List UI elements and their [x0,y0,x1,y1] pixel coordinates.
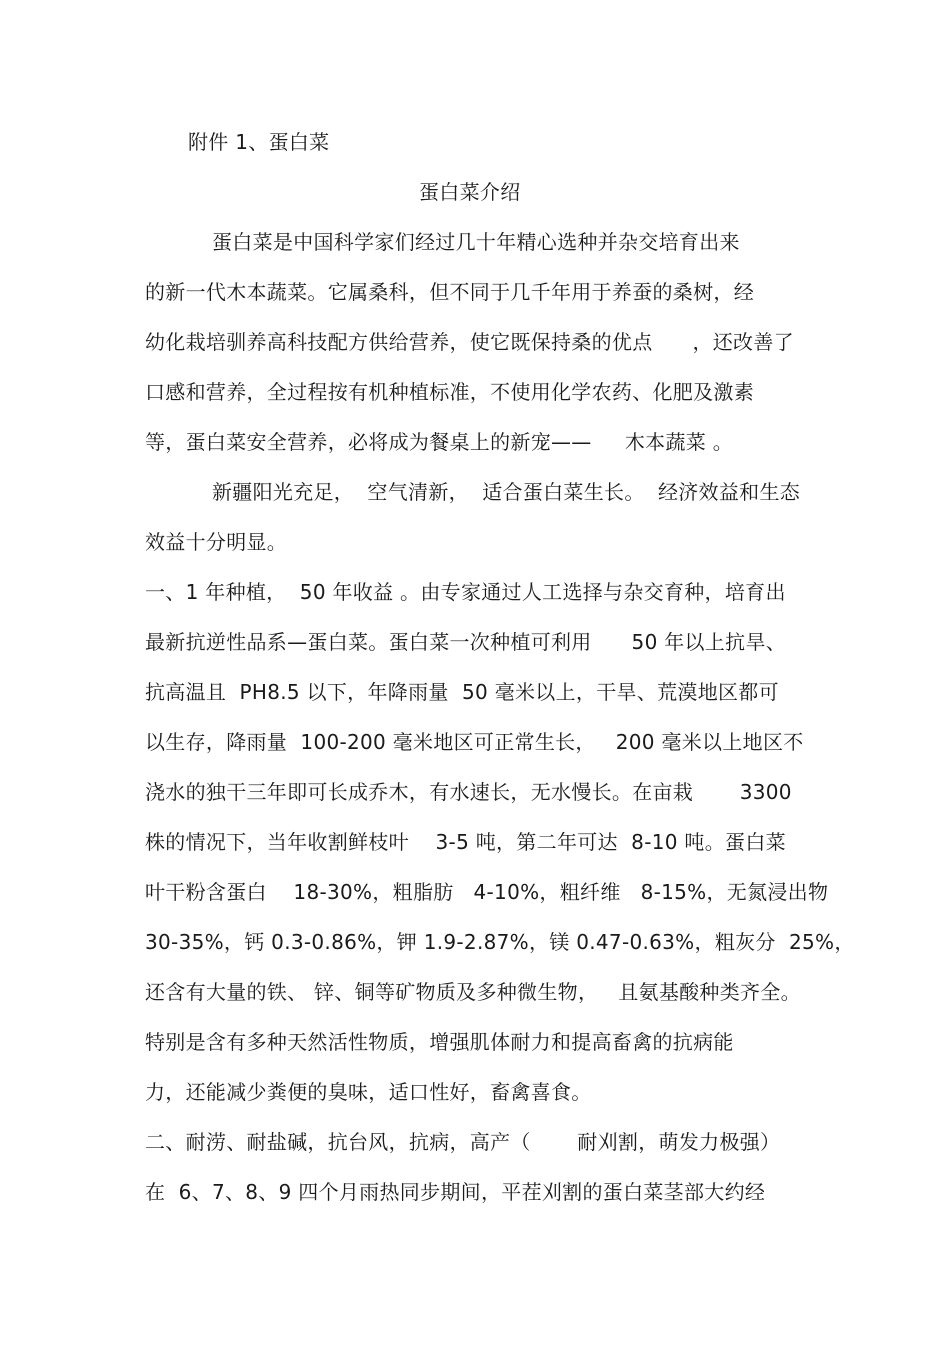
document-title: 蛋白菜介绍 [419,180,521,204]
paragraph-line: 叶干粉含蛋白 18-30%，粗脂肪 4-10%，粗纤维 8-15%，无氮浸出物 [145,880,829,904]
paragraph-line: 幼化栽培驯养高科技配方供给营养，使它既保持桑的优点 ，还改善了 [145,330,794,354]
paragraph-line: 30-35%，钙 0.3-0.86%，钾 1.9-2.87%，镁 0.47-0.63%，粗灰分 25%， [145,930,855,954]
paragraph-line: 蛋白菜是中国科学家们经过几十年精心选种并杂交培育出来 [212,230,740,254]
paragraph-line: 以生存，降雨量 100-200 毫米地区可正常生长， 200 毫米以上地区不 [145,730,804,754]
paragraph-line: 还含有大量的铁、 锌、铜等矿物质及多种微生物， 且氨基酸种类齐全。 [145,980,801,1004]
paragraph-line: 二、耐涝、耐盐碱，抗台风，抗病，高产（ 耐刈割，萌发力极强） [145,1130,781,1154]
paragraph-line: 最新抗逆性品系—蛋白菜。蛋白菜一次种植可利用 50 年以上抗旱、 [145,630,787,654]
paragraph-line: 抗高温且 PH8.5 以下，年降雨量 50 毫米以上，干旱、荒漠地区都可 [145,680,779,704]
paragraph-line: 株的情况下，当年收割鲜枝叶 3-5 吨，第二年可达 8-10 吨。蛋白菜 [145,830,786,854]
paragraph-line: 特别是含有多种天然活性物质，增强肌体耐力和提高畜禽的抗病能 [145,1030,734,1054]
paragraph-line: 的新一代木本蔬菜。它属桑科，但不同于几千年用于养蚕的桑树，经 [145,280,754,304]
paragraph-line: 口感和营养，全过程按有机种植标准，不使用化学农药、化肥及激素 [145,380,754,404]
paragraph-line: 浇水的独干三年即可长成乔木，有水速长，无水慢长。在亩栽 3300 [145,780,792,804]
paragraph-line: 等，蛋白菜安全营养，必将成为餐桌上的新宠—— 木本蔬菜 。 [145,430,734,454]
paragraph-line: 新疆阳光充足， 空气清新， 适合蛋白菜生长。 经济效益和生态 [212,480,801,504]
paragraph-line: 效益十分明显。 [145,530,288,554]
paragraph-line: 在 6、7、8、9 四个月雨热同步期间，平茬刈割的蛋白菜茎部大约经 [145,1180,766,1204]
attachment-label: 附件 1、蛋白菜 [188,130,330,154]
paragraph-line: 一、1 年种植， 50 年收益 。由专家通过人工选择与杂交育种，培育出 [145,580,786,604]
paragraph-line: 力，还能减少粪便的臭味，适口性好，畜禽喜食。 [145,1080,592,1104]
